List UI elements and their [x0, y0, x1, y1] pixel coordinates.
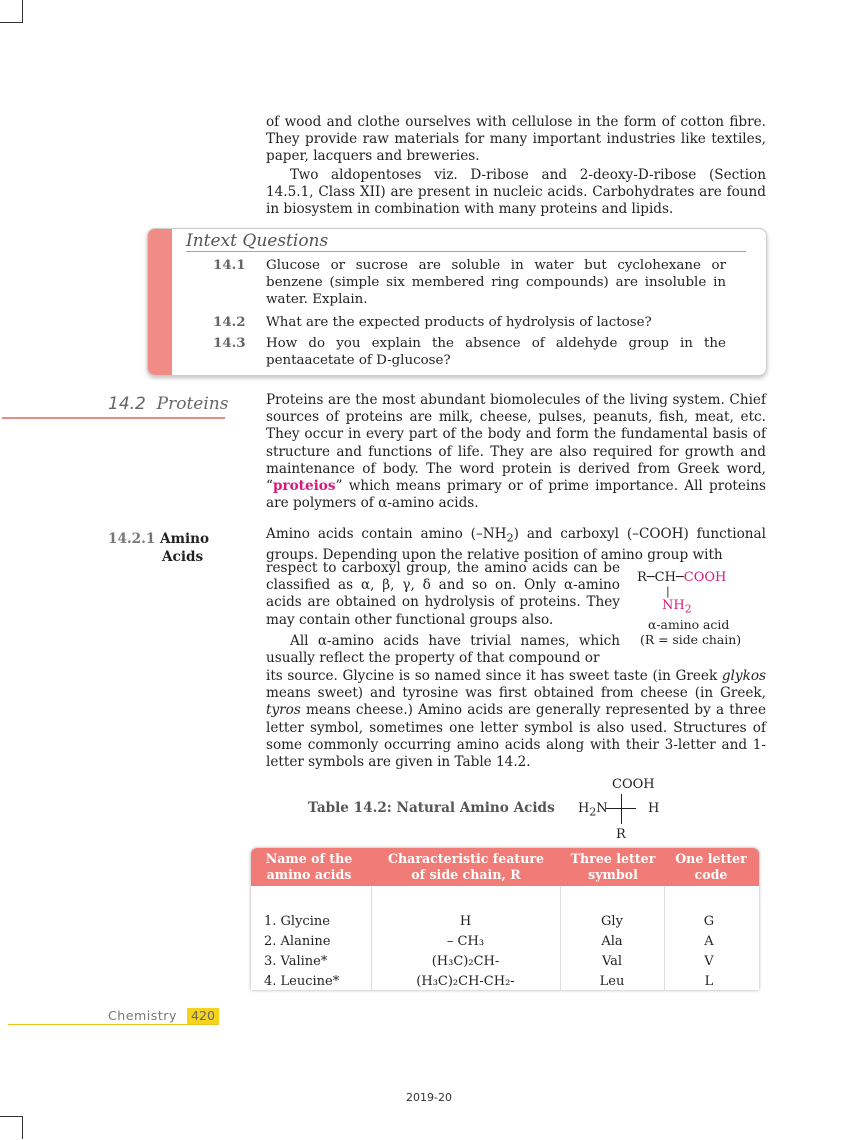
crop-mark-top-left: [0, 0, 23, 23]
subsection-heading: [108, 530, 209, 566]
intext-title: Intext Questions: [186, 231, 746, 252]
cell-one-letter: A: [704, 934, 714, 949]
column-header-one-letter: One letter code: [675, 851, 747, 882]
table-caption: Table 14.2: Natural Amino Acids: [308, 800, 555, 816]
general-h: H: [648, 801, 660, 816]
column-header-name: Name of the amino acids: [265, 851, 353, 882]
column-header-three-letter: Three letter symbol: [570, 851, 656, 882]
footer-page-number: 420: [187, 1008, 219, 1024]
footer-year: 2019-20: [406, 1091, 452, 1104]
cell-name: 2. Alanine: [264, 934, 331, 949]
subsection-title-line2: Acids: [162, 549, 204, 565]
cell-feature: H: [459, 914, 472, 929]
general-h2n: $H_2N$: [578, 801, 608, 819]
amino-paragraph-2-top: All α-amino acids have trivial names, which usually reflect the property of that compound or: [266, 633, 620, 667]
amino-paragraph-1-top: Amino acids contain amino $(-NH_2)$ and carboxyl (–COOH) functional groups. Depending upon the relative position of amino group with: [266, 526, 766, 563]
question-number: 14.3: [213, 335, 246, 351]
cell-feature: (H₃C)₂CH-: [431, 954, 500, 969]
subsection-number: 14.2.1: [108, 531, 156, 547]
cell-three-letter: Ala: [601, 934, 623, 949]
question-text: What are the expected products of hydrolysis of lactose?: [266, 315, 652, 330]
question-number: 14.1: [213, 257, 246, 273]
structure-r-group: R─CH─COOH: [637, 570, 727, 585]
cell-three-letter: Leu: [599, 974, 625, 989]
table-header: [251, 848, 759, 886]
amino-acids-table: [251, 848, 759, 990]
crop-mark-bottom-left: [0, 1116, 23, 1139]
section-underline: [2, 417, 225, 419]
section-heading: [108, 394, 228, 414]
cell-name: 4. Leucine*: [264, 974, 340, 989]
structure-note: (R = side chain): [640, 632, 742, 647]
amino-paragraph-1-rest: respect to carboxyl group, the amino acids can be classified as α, β, γ, δ and so on. Only α-amino acids are obtained on hydrolysis of proteins. They may contain other functional groups also.: [266, 560, 620, 628]
structure-nh2: $NH_2$: [662, 598, 692, 616]
general-r: R: [616, 827, 626, 842]
proteins-paragraph: Proteins are the most abundant biomolecules of the living system. Chief sources of proteins are milk, cheese, pulses, peanuts, fish, meat, etc. They occur in every part of the body and form the fundamental basis of structure and functions of life. They are also required for growth and maintenance of body. The word protein is derived from Greek word, “proteios” which means primary or of prime importance. All proteins are polymers of α-amino acids.: [266, 392, 766, 512]
cell-name: 1. Glycine: [264, 914, 330, 929]
cell-one-letter: L: [704, 974, 714, 989]
footer-rule: [8, 1024, 219, 1025]
footer-subject: Chemistry: [108, 1008, 177, 1023]
term-proteios: proteios: [272, 478, 336, 495]
intro-paragraph-2: Two aldopentoses viz. D-ribose and 2-deoxy-D-ribose (Section 14.5.1, Class XII) are present in nucleic acids. Carbohydrates are found in biosystem in combination with many proteins and lipids.: [266, 167, 766, 218]
cell-three-letter: Val: [601, 954, 623, 969]
general-vertical-bond: [621, 794, 622, 824]
cell-three-letter: Gly: [601, 914, 623, 929]
cell-one-letter: V: [704, 954, 714, 969]
general-cooh: COOH: [612, 777, 655, 792]
amino-paragraph-2-rest: its source. Glycine is so named since it has sweet taste (in Greek glykos means sweet) and tyrosine was first obtained from cheese (in Greek, tyros means cheese.) Amino acids are generally represented by a three letter symbol, sometimes one letter symbol is also used. Structures of some commonly occurring amino acids along with their 3-letter and 1-letter symbols are given in Table 14.2.: [266, 668, 766, 771]
subsection-title-line1: Amino: [160, 531, 210, 547]
intext-accent-bar: [148, 229, 172, 375]
question-number: 14.2: [213, 314, 246, 330]
cell-feature: (H₃C)₂CH-CH₂-: [416, 974, 515, 989]
cell-name: 3. Valine*: [264, 954, 328, 969]
structure-label: α-amino acid: [648, 617, 730, 632]
intro-paragraph-1: of wood and clothe ourselves with cellulose in the form of cotton fibre. They provide raw materials for many important industries like textiles, paper, lacquers and breweries.: [266, 114, 766, 165]
cell-feature: – CH₃: [446, 934, 485, 949]
question-text: How do you explain the absence of aldehyde group in the pentaacetate of D-glucose?: [266, 336, 726, 369]
column-header-feature: Characteristic feature of side chain, R: [387, 851, 544, 882]
structure-bond: |: [666, 585, 670, 598]
section-number: 14.2: [108, 394, 146, 414]
question-text: Glucose or sucrose are soluble in water but cyclohexane or benzene (simple six membered ring compounds) are insoluble in water. Explain.: [266, 258, 726, 308]
cell-one-letter: G: [703, 914, 715, 929]
section-title: Proteins: [156, 394, 229, 414]
general-horizontal-bond: [606, 808, 636, 809]
